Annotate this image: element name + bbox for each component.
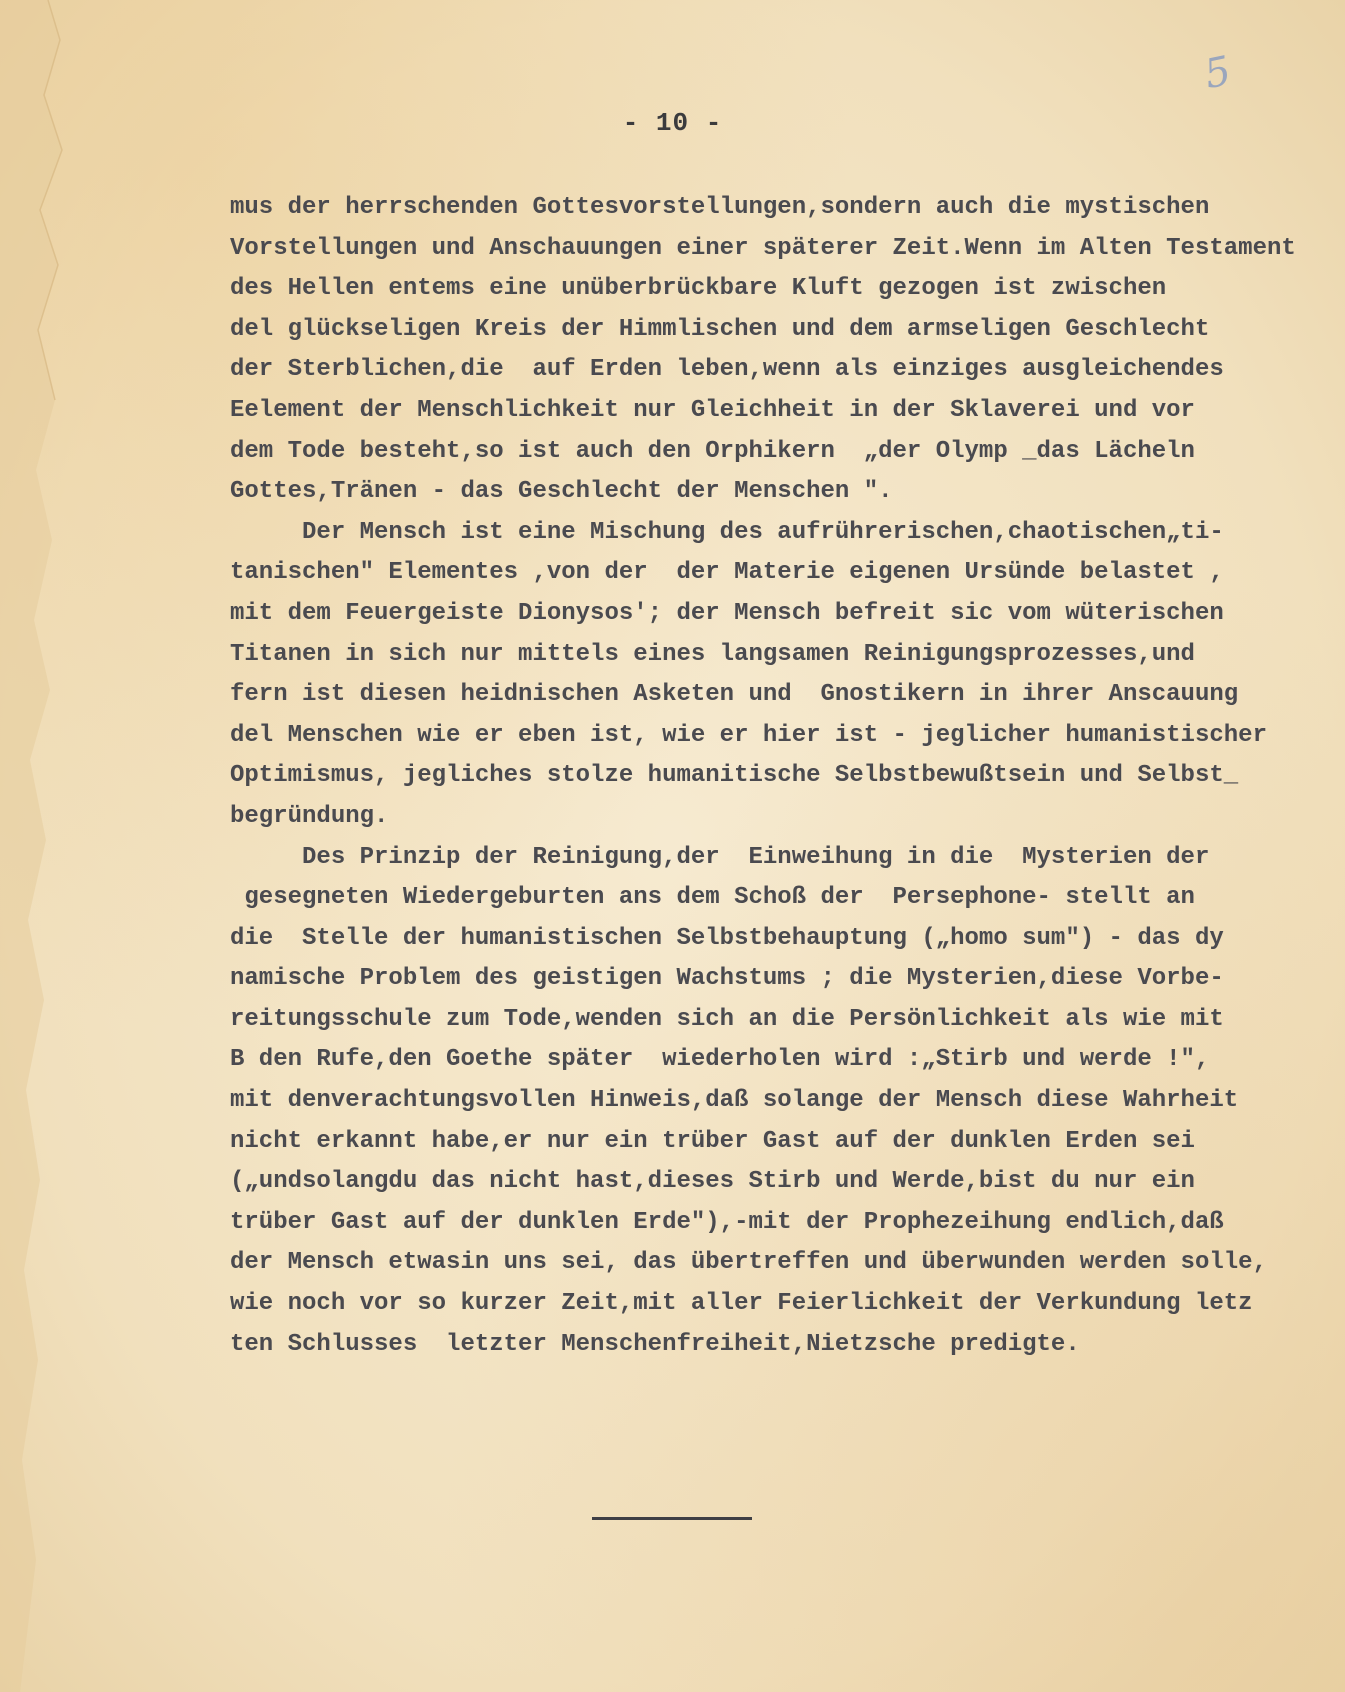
text-line: mit denverachtungsvollen Hinweis,daß solange der Mensch diese Wahrheit xyxy=(230,1087,1239,1115)
text-line: namische Problem des geistigen Wachstums ; die Mysterien,diese Vorbe- xyxy=(230,965,1224,993)
text-line: reitungsschule zum Tode,wenden sich an die Persönlichkeit als wie mit xyxy=(230,1005,1224,1033)
pencil-page-mark: 5 xyxy=(1200,47,1235,99)
text-line: fern ist diesen heidnischen Asketen und Gnostikern in ihrer Anscauung xyxy=(230,681,1239,709)
text-line: ten Schlusses letzter Menschenfreiheit,Nietzsche predigte. xyxy=(230,1330,1080,1358)
text-line: B den Rufe,den Goethe später wiederholen wird :„Stirb und werde !", xyxy=(230,1046,1210,1074)
text-line: der Mensch etwasin uns sei, das übertreffen und überwunden werden solle, xyxy=(230,1249,1267,1277)
text-line: Des Prinzip der Reinigung,der Einweihung in die Mysterien der xyxy=(230,843,1210,871)
text-line: Optimismus, jegliches stolze humanitische Selbstbewußtsein und Selbst_ xyxy=(230,762,1239,790)
text-line: del Menschen wie er eben ist, wie er hier ist - jeglicher humanistischer xyxy=(230,721,1267,749)
torn-paper-edge xyxy=(0,0,140,1692)
text-line: („undsolangdu das nicht hast,dieses Stirb und Werde,bist du nur ein xyxy=(230,1168,1195,1196)
text-line: begründung. xyxy=(230,802,389,830)
page-number: - 10 - xyxy=(622,108,723,138)
text-line: mit dem Feuergeiste Dionysos'; der Mensch befreit sic vom wüterischen xyxy=(230,599,1224,627)
text-line: nicht erkannt habe,er nur ein trüber Gast auf der dunklen Erden sei xyxy=(230,1127,1195,1155)
text-line: dem Tode besteht,so ist auch den Orphikern „der Olymp _das Lächeln xyxy=(230,437,1195,465)
text-line: der Sterblichen,die auf Erden leben,wenn als einziges ausgleichendes xyxy=(230,356,1224,384)
text-line: Gottes,Tränen - das Geschlecht der Menschen ". xyxy=(230,478,893,506)
text-line: mus der herrschenden Gottesvorstellungen,sondern auch die mystischen xyxy=(230,194,1210,221)
text-line: gesegneten Wiedergeburten ans dem Schoß der Persephone- stellt an xyxy=(230,884,1195,912)
text-line: wie noch vor so kurzer Zeit,mit aller Feierlichkeit der Verkundung letz xyxy=(230,1290,1253,1318)
text-line: Vorstellungen und Anschauungen einer späterer Zeit.Wenn im Alten Testament xyxy=(230,234,1296,262)
text-line: Titanen in sich nur mittels eines langsamen Reinigungsprozesses,und xyxy=(230,640,1195,668)
text-line: trüber Gast auf der dunklen Erde"),-mit der Prophezeihung endlich,daß xyxy=(230,1208,1224,1236)
text-line: Eelement der Menschlichkeit nur Gleichheit in der Sklaverei und vor xyxy=(230,396,1195,424)
text-line: die Stelle der humanistischen Selbstbehauptung („homo sum") - das dy xyxy=(230,924,1224,952)
typed-text-body xyxy=(230,188,1315,1365)
text-line: tanischen" Elementes ,von der der Materie eigenen Ursünde belastet , xyxy=(230,559,1224,587)
text-line: Der Mensch ist eine Mischung des aufrührerischen,chaotischen„ti- xyxy=(230,518,1224,546)
text-line: del glückseligen Kreis der Himmlischen und dem armseligen Geschlecht xyxy=(230,315,1210,343)
text-line: des Hellen entems eine unüberbrückbare Kluft gezogen ist zwischen xyxy=(230,275,1167,303)
end-rule-divider xyxy=(592,1517,752,1520)
